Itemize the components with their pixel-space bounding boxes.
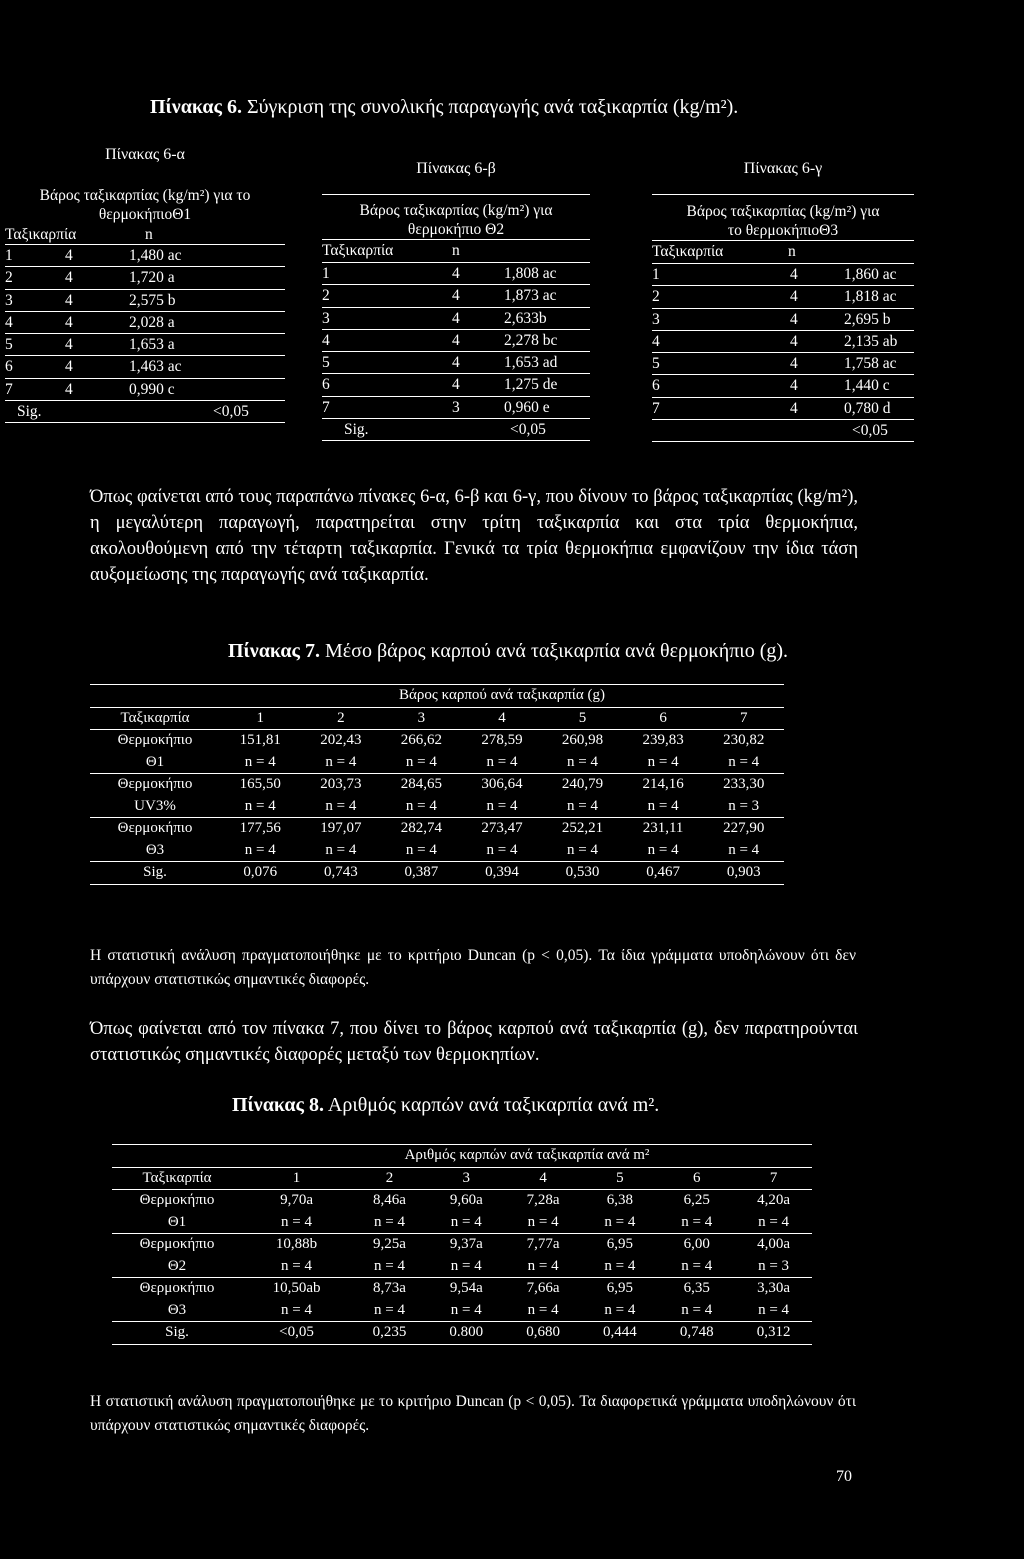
table-6b-subtitle: Πίνακας 6-β bbox=[416, 160, 496, 177]
cell-k: 6 bbox=[322, 376, 330, 394]
value-cell: 273,47 bbox=[462, 818, 543, 840]
table-6a-row bbox=[5, 312, 285, 334]
cell-v: 0,990 c bbox=[129, 380, 175, 398]
cell-k: 7 bbox=[652, 399, 660, 417]
cell-v: 1,480 ac bbox=[129, 247, 182, 264]
value-cell: 3,30a bbox=[735, 1278, 812, 1300]
cell-n: 4 bbox=[65, 269, 73, 287]
n-cell: n = 4 bbox=[281, 1301, 313, 1318]
table-6c-row bbox=[652, 398, 914, 420]
table-6c-row bbox=[652, 353, 914, 375]
table-6b-row bbox=[322, 397, 590, 419]
cell-k: 4 bbox=[5, 313, 13, 331]
table8-col-header: 4 bbox=[505, 1167, 582, 1190]
cell-v: 2,028 a bbox=[129, 313, 175, 331]
n-cell: n = 4 bbox=[486, 841, 518, 858]
n-cell: n = 3 bbox=[758, 1257, 790, 1274]
cell-k: 1 bbox=[652, 266, 660, 283]
n-cell: n = 4 bbox=[373, 1301, 405, 1318]
n-cell: n = 4 bbox=[728, 753, 760, 770]
value-cell: 227,90 bbox=[703, 818, 784, 840]
cell-k: 7 bbox=[322, 398, 330, 416]
group-label: Θερμοκήπιο bbox=[90, 730, 220, 752]
n-cell: n = 4 bbox=[373, 1213, 405, 1230]
n-cell: n = 4 bbox=[405, 797, 437, 814]
table-8 bbox=[112, 1144, 812, 1345]
n-cell: n = 4 bbox=[527, 1213, 559, 1230]
cell-k: 5 bbox=[322, 354, 330, 372]
sig-cell: 0,312 bbox=[735, 1322, 812, 1345]
table-6a-col1: Ταξικαρπία bbox=[5, 226, 77, 243]
value-cell: 240,79 bbox=[542, 774, 623, 796]
table-6a-row bbox=[5, 245, 285, 267]
table8-n-row bbox=[112, 1300, 812, 1322]
n-cell: n = 4 bbox=[681, 1257, 713, 1274]
table6-caption bbox=[150, 96, 738, 119]
table7-title: Μέσο βάρος καρπού ανά ταξικαρπία ανά θερμοκήπιο (g). bbox=[324, 640, 789, 662]
cell-k: 2 bbox=[322, 287, 330, 305]
n-cell: n = 4 bbox=[604, 1301, 636, 1318]
value-cell: 4,20a bbox=[735, 1190, 812, 1212]
sig-cell: 0,743 bbox=[301, 862, 382, 885]
sig-cell: 0,387 bbox=[381, 862, 462, 885]
table-6b-sig-row bbox=[322, 419, 590, 441]
value-cell: 7,77a bbox=[505, 1234, 582, 1256]
cell-v: 1,440 c bbox=[844, 377, 890, 395]
cell-v: 1,808 ac bbox=[504, 265, 557, 282]
n-cell: n = 4 bbox=[450, 1257, 482, 1274]
group-label: Θερμοκήπιο bbox=[112, 1234, 242, 1256]
cell-n: 4 bbox=[452, 309, 460, 327]
table-6b-head2: θερμοκήπιο Θ2 bbox=[322, 220, 590, 240]
paragraph-2: Όπως φαίνεται από τον πίνακα 7, που δίνει το βάρος καρπού ανά ταξικαρπία (g), δεν παρατηρούνται στατιστικώς σημαντικές διαφορές μεταξύ των θερμοκηπίων. bbox=[90, 1019, 858, 1065]
cell-k: 7 bbox=[5, 380, 13, 398]
table-6b-sig: <0,05 bbox=[510, 421, 546, 439]
table7-columns-row bbox=[90, 707, 784, 730]
table7-label: Πίνακας 7. bbox=[228, 640, 320, 662]
table-6b bbox=[322, 160, 590, 441]
value-cell: 9,25a bbox=[351, 1234, 428, 1256]
n-cell: n = 4 bbox=[281, 1257, 313, 1274]
group-name: Θ3 bbox=[167, 1301, 187, 1318]
cell-n: 4 bbox=[65, 313, 73, 331]
table-6a-sig-row bbox=[5, 401, 285, 423]
value-cell: 165,50 bbox=[220, 774, 301, 796]
table8-group-row bbox=[112, 1278, 812, 1300]
cell-k: 2 bbox=[652, 288, 660, 306]
group-label: Θερμοκήπιο bbox=[90, 774, 220, 796]
n-cell: n = 4 bbox=[567, 841, 599, 858]
value-cell: 151,81 bbox=[220, 730, 301, 752]
n-cell: n = 4 bbox=[758, 1301, 790, 1318]
table-6c-row bbox=[652, 286, 914, 308]
sig-cell: 0,680 bbox=[505, 1322, 582, 1345]
n-cell: n = 4 bbox=[450, 1213, 482, 1230]
n-cell: n = 4 bbox=[758, 1213, 790, 1230]
cell-n: 4 bbox=[790, 332, 798, 350]
value-cell: 8,46a bbox=[351, 1190, 428, 1212]
cell-v: 2,278 bc bbox=[504, 331, 558, 349]
n-cell: n = 4 bbox=[604, 1257, 636, 1274]
table8-sig-row bbox=[112, 1322, 812, 1345]
table-6a-head2: θερμοκήπιοΘ1 bbox=[98, 206, 192, 223]
n-cell: n = 4 bbox=[244, 797, 276, 814]
value-cell: 7,28a bbox=[505, 1190, 582, 1212]
table-6a-col2: n bbox=[145, 226, 153, 243]
table8-col-header: 2 bbox=[351, 1167, 428, 1190]
table6-title: Σύγκριση της συνολικής παραγωγής ανά ταξικαρπία (kg/m²). bbox=[246, 96, 739, 118]
value-cell: 6,38 bbox=[582, 1190, 659, 1212]
cell-n: 4 bbox=[65, 358, 73, 376]
value-cell: 202,43 bbox=[301, 730, 382, 752]
table8-col-header: 3 bbox=[428, 1167, 505, 1190]
table8-n-row bbox=[112, 1256, 812, 1278]
cell-v: 1,653 ad bbox=[504, 354, 558, 372]
cell-n: 4 bbox=[790, 266, 798, 283]
cell-v: 1,463 ac bbox=[129, 358, 182, 376]
n-cell: n = 4 bbox=[647, 841, 679, 858]
group-label: Θερμοκήπιο bbox=[112, 1190, 242, 1212]
cell-k: 1 bbox=[322, 265, 330, 282]
value-cell: 9,37a bbox=[428, 1234, 505, 1256]
cell-k: 4 bbox=[322, 331, 330, 349]
cell-k: 3 bbox=[322, 309, 330, 327]
cell-n: 4 bbox=[65, 336, 73, 354]
table-6a bbox=[5, 146, 285, 423]
table8-label: Πίνακας 8. bbox=[232, 1094, 324, 1116]
table-6a-row bbox=[5, 356, 285, 378]
table8-header: Αριθμός καρπών ανά ταξικαρπία ανά m² bbox=[242, 1145, 812, 1168]
n-cell: n = 4 bbox=[405, 841, 437, 858]
value-cell: 284,65 bbox=[381, 774, 462, 796]
table-6c-col2: n bbox=[788, 243, 796, 260]
table-6c-subtitle: Πίνακας 6-γ bbox=[743, 160, 823, 177]
cell-v: 1,860 ac bbox=[844, 266, 897, 283]
n-cell: n = 4 bbox=[681, 1213, 713, 1230]
n-cell: n = 4 bbox=[486, 797, 518, 814]
table6-label: Πίνακας 6. bbox=[150, 96, 242, 118]
value-cell: 177,56 bbox=[220, 818, 301, 840]
table7-group-row bbox=[90, 774, 784, 796]
table-6c bbox=[652, 160, 914, 442]
group-label: Θερμοκήπιο bbox=[112, 1278, 242, 1300]
table-6a-subtitle: Πίνακας 6-α bbox=[105, 146, 185, 163]
table8-note: Η στατιστική ανάλυση πραγματοποιήθηκε με το κριτήριο Duncan (p < 0,05). Τα διαφορετικά γράμματα υποδηλώνουν ότι υπάρχουν στατιστικώς σημαντικές διαφορές. bbox=[90, 1393, 856, 1434]
table8-col-header: 1 bbox=[242, 1167, 351, 1190]
group-name: Θ1 bbox=[167, 1213, 187, 1230]
value-cell: 266,62 bbox=[381, 730, 462, 752]
blank-cell bbox=[112, 1145, 242, 1168]
table-6a-row bbox=[5, 267, 285, 289]
table-6c-row bbox=[652, 331, 914, 353]
n-cell: n = 4 bbox=[486, 753, 518, 770]
table8-col-header: 7 bbox=[735, 1167, 812, 1190]
value-cell: 252,21 bbox=[542, 818, 623, 840]
value-cell: 7,66a bbox=[505, 1278, 582, 1300]
value-cell: 6,25 bbox=[658, 1190, 735, 1212]
table8-group-row bbox=[112, 1190, 812, 1212]
table-6b-row bbox=[322, 352, 590, 374]
table-6b-colhead bbox=[322, 240, 590, 263]
sig-cell: 0,903 bbox=[703, 862, 784, 885]
group-label: Θερμοκήπιο bbox=[90, 818, 220, 840]
sig-cell: 0,444 bbox=[582, 1322, 659, 1345]
sig-cell: 0.800 bbox=[428, 1322, 505, 1345]
table7-group-row bbox=[90, 818, 784, 840]
cell-n: 4 bbox=[452, 287, 460, 305]
table8-header-row bbox=[112, 1145, 812, 1168]
n-cell: n = 4 bbox=[681, 1301, 713, 1318]
blank-cell bbox=[90, 685, 220, 708]
group-name: Θ3 bbox=[145, 841, 165, 858]
value-cell: 231,11 bbox=[623, 818, 704, 840]
n-cell: n = 4 bbox=[373, 1257, 405, 1274]
page-number: 70 bbox=[836, 1468, 852, 1485]
cell-n: 4 bbox=[65, 380, 73, 398]
value-cell: 6,95 bbox=[582, 1234, 659, 1256]
cell-v: 2,135 ab bbox=[844, 332, 898, 350]
cell-n: 3 bbox=[452, 398, 460, 416]
table7-n-row bbox=[90, 840, 784, 862]
n-cell: n = 4 bbox=[450, 1301, 482, 1318]
table-6a-row bbox=[5, 334, 285, 356]
value-cell: 10,88b bbox=[242, 1234, 351, 1256]
table-6a-sig-label: Sig. bbox=[17, 403, 42, 421]
n-cell: n = 4 bbox=[527, 1257, 559, 1274]
cell-v: 2,695 b bbox=[844, 310, 891, 328]
cell-n: 4 bbox=[452, 265, 460, 282]
cell-n: 4 bbox=[452, 331, 460, 349]
cell-n: 4 bbox=[452, 376, 460, 394]
table-6b-row bbox=[322, 263, 590, 285]
table8-col-header: 5 bbox=[582, 1167, 659, 1190]
n-cell: n = 4 bbox=[325, 841, 357, 858]
table-6b-col1: Ταξικαρπία bbox=[322, 242, 394, 259]
value-cell: 6,35 bbox=[658, 1278, 735, 1300]
cell-n: 4 bbox=[452, 354, 460, 372]
value-cell: 9,70a bbox=[242, 1190, 351, 1212]
table-6c-col1: Ταξικαρπία bbox=[652, 243, 724, 260]
value-cell: 203,73 bbox=[301, 774, 382, 796]
value-cell: 233,30 bbox=[703, 774, 784, 796]
group-name: Θ1 bbox=[145, 753, 165, 770]
cell-v: 1,653 a bbox=[129, 336, 175, 354]
cell-v: 1,720 a bbox=[129, 269, 175, 287]
table7-group-row bbox=[90, 730, 784, 752]
table8-columns-row bbox=[112, 1167, 812, 1190]
sig-cell: 0,748 bbox=[658, 1322, 735, 1345]
value-cell: 6,95 bbox=[582, 1278, 659, 1300]
n-cell: n = 3 bbox=[728, 797, 760, 814]
table7-col-header: 4 bbox=[462, 707, 543, 730]
n-cell: n = 4 bbox=[527, 1301, 559, 1318]
table-6b-head1: Βάρος ταξικαρπίας (kg/m²) για bbox=[359, 202, 553, 219]
table-6c-row bbox=[652, 375, 914, 397]
value-cell: 4,00a bbox=[735, 1234, 812, 1256]
value-cell: 282,74 bbox=[381, 818, 462, 840]
value-cell: 197,07 bbox=[301, 818, 382, 840]
table7-col-header: 5 bbox=[542, 707, 623, 730]
n-cell: n = 4 bbox=[281, 1213, 313, 1230]
table7-col-header: 2 bbox=[301, 707, 382, 730]
table7-col-header: 6 bbox=[623, 707, 704, 730]
table7-note: Η στατιστική ανάλυση πραγματοποιήθηκε με το κριτήριο Duncan (p < 0,05). Τα ίδια γράμματα υποδηλώνουν ότι δεν υπάρχουν στατιστικώς σημαντικές διαφορές. bbox=[90, 947, 856, 988]
value-cell: 214,16 bbox=[623, 774, 704, 796]
cell-k: 6 bbox=[652, 377, 660, 395]
cell-k: 3 bbox=[5, 291, 13, 309]
group-name: Θ2 bbox=[167, 1257, 187, 1274]
sig-cell: 0,235 bbox=[351, 1322, 428, 1345]
table8-group-row bbox=[112, 1234, 812, 1256]
value-cell: 230,82 bbox=[703, 730, 784, 752]
sig-cell: 0,467 bbox=[623, 862, 704, 885]
table8-col-header: 6 bbox=[658, 1167, 735, 1190]
table-6c-row bbox=[652, 309, 914, 331]
table-6c-head1: Βάρος ταξικαρπίας (kg/m²) για bbox=[686, 203, 880, 220]
n-cell: n = 4 bbox=[567, 753, 599, 770]
table-6a-colhead bbox=[5, 224, 285, 245]
cell-n: 4 bbox=[790, 355, 798, 373]
cell-v: 1,873 ac bbox=[504, 287, 557, 305]
n-cell: n = 4 bbox=[647, 797, 679, 814]
cell-v: 1,275 de bbox=[504, 376, 558, 394]
cell-n: 4 bbox=[790, 288, 798, 306]
table7-col0: Ταξικαρπία bbox=[90, 707, 220, 730]
cell-k: 5 bbox=[652, 355, 660, 373]
table8-title: Αριθμός καρπών ανά ταξικαρπία ανά m². bbox=[327, 1094, 660, 1116]
table7-sig-row bbox=[90, 862, 784, 885]
table-6b-col2: n bbox=[452, 242, 460, 259]
cell-n: 4 bbox=[790, 310, 798, 328]
n-cell: n = 4 bbox=[325, 753, 357, 770]
cell-k: 4 bbox=[652, 332, 660, 350]
cell-k: 5 bbox=[5, 336, 13, 354]
table-6b-row bbox=[322, 285, 590, 307]
value-cell: 9,54a bbox=[428, 1278, 505, 1300]
n-cell: n = 4 bbox=[244, 753, 276, 770]
table-6b-row bbox=[322, 330, 590, 352]
table-6b-row bbox=[322, 308, 590, 330]
value-cell: 6,00 bbox=[658, 1234, 735, 1256]
table-6a-head1: Βάρος ταξικαρπίας (kg/m²) για το bbox=[39, 187, 251, 204]
table7-header: Βάρος καρπού ανά ταξικαρπία (g) bbox=[220, 685, 784, 708]
cell-n: 4 bbox=[65, 291, 73, 309]
table7-col-header: 3 bbox=[381, 707, 462, 730]
cell-k: 3 bbox=[652, 310, 660, 328]
table-6c-row bbox=[652, 264, 914, 286]
table-6c-head2: το θερμοκήπιοΘ3 bbox=[652, 221, 914, 241]
cell-v: 2,633b bbox=[504, 309, 547, 327]
table7-n-row bbox=[90, 752, 784, 774]
n-cell: n = 4 bbox=[604, 1213, 636, 1230]
table-6c-sig-row bbox=[652, 420, 914, 442]
cell-v: 0,960 e bbox=[504, 398, 550, 416]
sig-label: Sig. bbox=[90, 862, 220, 885]
table-7 bbox=[90, 684, 784, 885]
table-6a-row bbox=[5, 379, 285, 401]
value-cell: 260,98 bbox=[542, 730, 623, 752]
table8-col0: Ταξικαρπία bbox=[112, 1167, 242, 1190]
cell-v: 2,575 b bbox=[129, 291, 176, 309]
n-cell: n = 4 bbox=[325, 797, 357, 814]
group-name: UV3% bbox=[134, 797, 176, 814]
table8-caption bbox=[232, 1094, 659, 1117]
n-cell: n = 4 bbox=[728, 841, 760, 858]
cell-v: 1,818 ac bbox=[844, 288, 897, 306]
n-cell: n = 4 bbox=[244, 841, 276, 858]
value-cell: 10,50ab bbox=[242, 1278, 351, 1300]
table8-n-row bbox=[112, 1212, 812, 1234]
table-6a-row bbox=[5, 290, 285, 312]
value-cell: 278,59 bbox=[462, 730, 543, 752]
table-6a-sig: <0,05 bbox=[213, 403, 249, 421]
cell-k: 6 bbox=[5, 358, 13, 376]
table7-header-row bbox=[90, 685, 784, 708]
paragraph-1: Όπως φαίνεται από τους παραπάνω πίνακες 6-α, 6-β και 6-γ, που δίνουν το βάρος ταξικαρπίας (kg/m²), η μεγαλύτερη παραγωγή, παρατηρείται στην τρίτη ταξικαρπία και στα τρία θερμοκήπια, ακολουθούμενη από την τέταρτη ταξικαρπία. Γενικά τα τρία θερμοκήπια εμφανίζουν την ίδια τάση αυξομείωσης της παραγωγής ανά ταξικαρπία. bbox=[90, 487, 858, 585]
cell-k: 1 bbox=[5, 247, 13, 264]
value-cell: 306,64 bbox=[462, 774, 543, 796]
sig-cell: 0,530 bbox=[542, 862, 623, 885]
sig-label: Sig. bbox=[112, 1322, 242, 1345]
table-6c-sig: <0,05 bbox=[852, 422, 888, 440]
sig-cell: 0,394 bbox=[462, 862, 543, 885]
cell-k: 2 bbox=[5, 269, 13, 287]
cell-n: 4 bbox=[790, 399, 798, 417]
n-cell: n = 4 bbox=[647, 753, 679, 770]
table7-col-header: 7 bbox=[703, 707, 784, 730]
table7-caption bbox=[228, 640, 788, 663]
table7-n-row bbox=[90, 796, 784, 818]
table7-col-header: 1 bbox=[220, 707, 301, 730]
n-cell: n = 4 bbox=[567, 797, 599, 814]
table-6b-row bbox=[322, 374, 590, 396]
value-cell: 239,83 bbox=[623, 730, 704, 752]
cell-n: 4 bbox=[790, 377, 798, 395]
value-cell: 9,60a bbox=[428, 1190, 505, 1212]
cell-v: 0,780 d bbox=[844, 399, 891, 417]
sig-cell: 0,076 bbox=[220, 862, 301, 885]
cell-n: 4 bbox=[65, 247, 73, 264]
n-cell: n = 4 bbox=[405, 753, 437, 770]
table-6c-colhead bbox=[652, 241, 914, 264]
sig-cell: <0,05 bbox=[242, 1322, 351, 1345]
value-cell: 8,73a bbox=[351, 1278, 428, 1300]
cell-v: 1,758 ac bbox=[844, 355, 897, 373]
table-6b-sig-label: Sig. bbox=[344, 421, 369, 439]
